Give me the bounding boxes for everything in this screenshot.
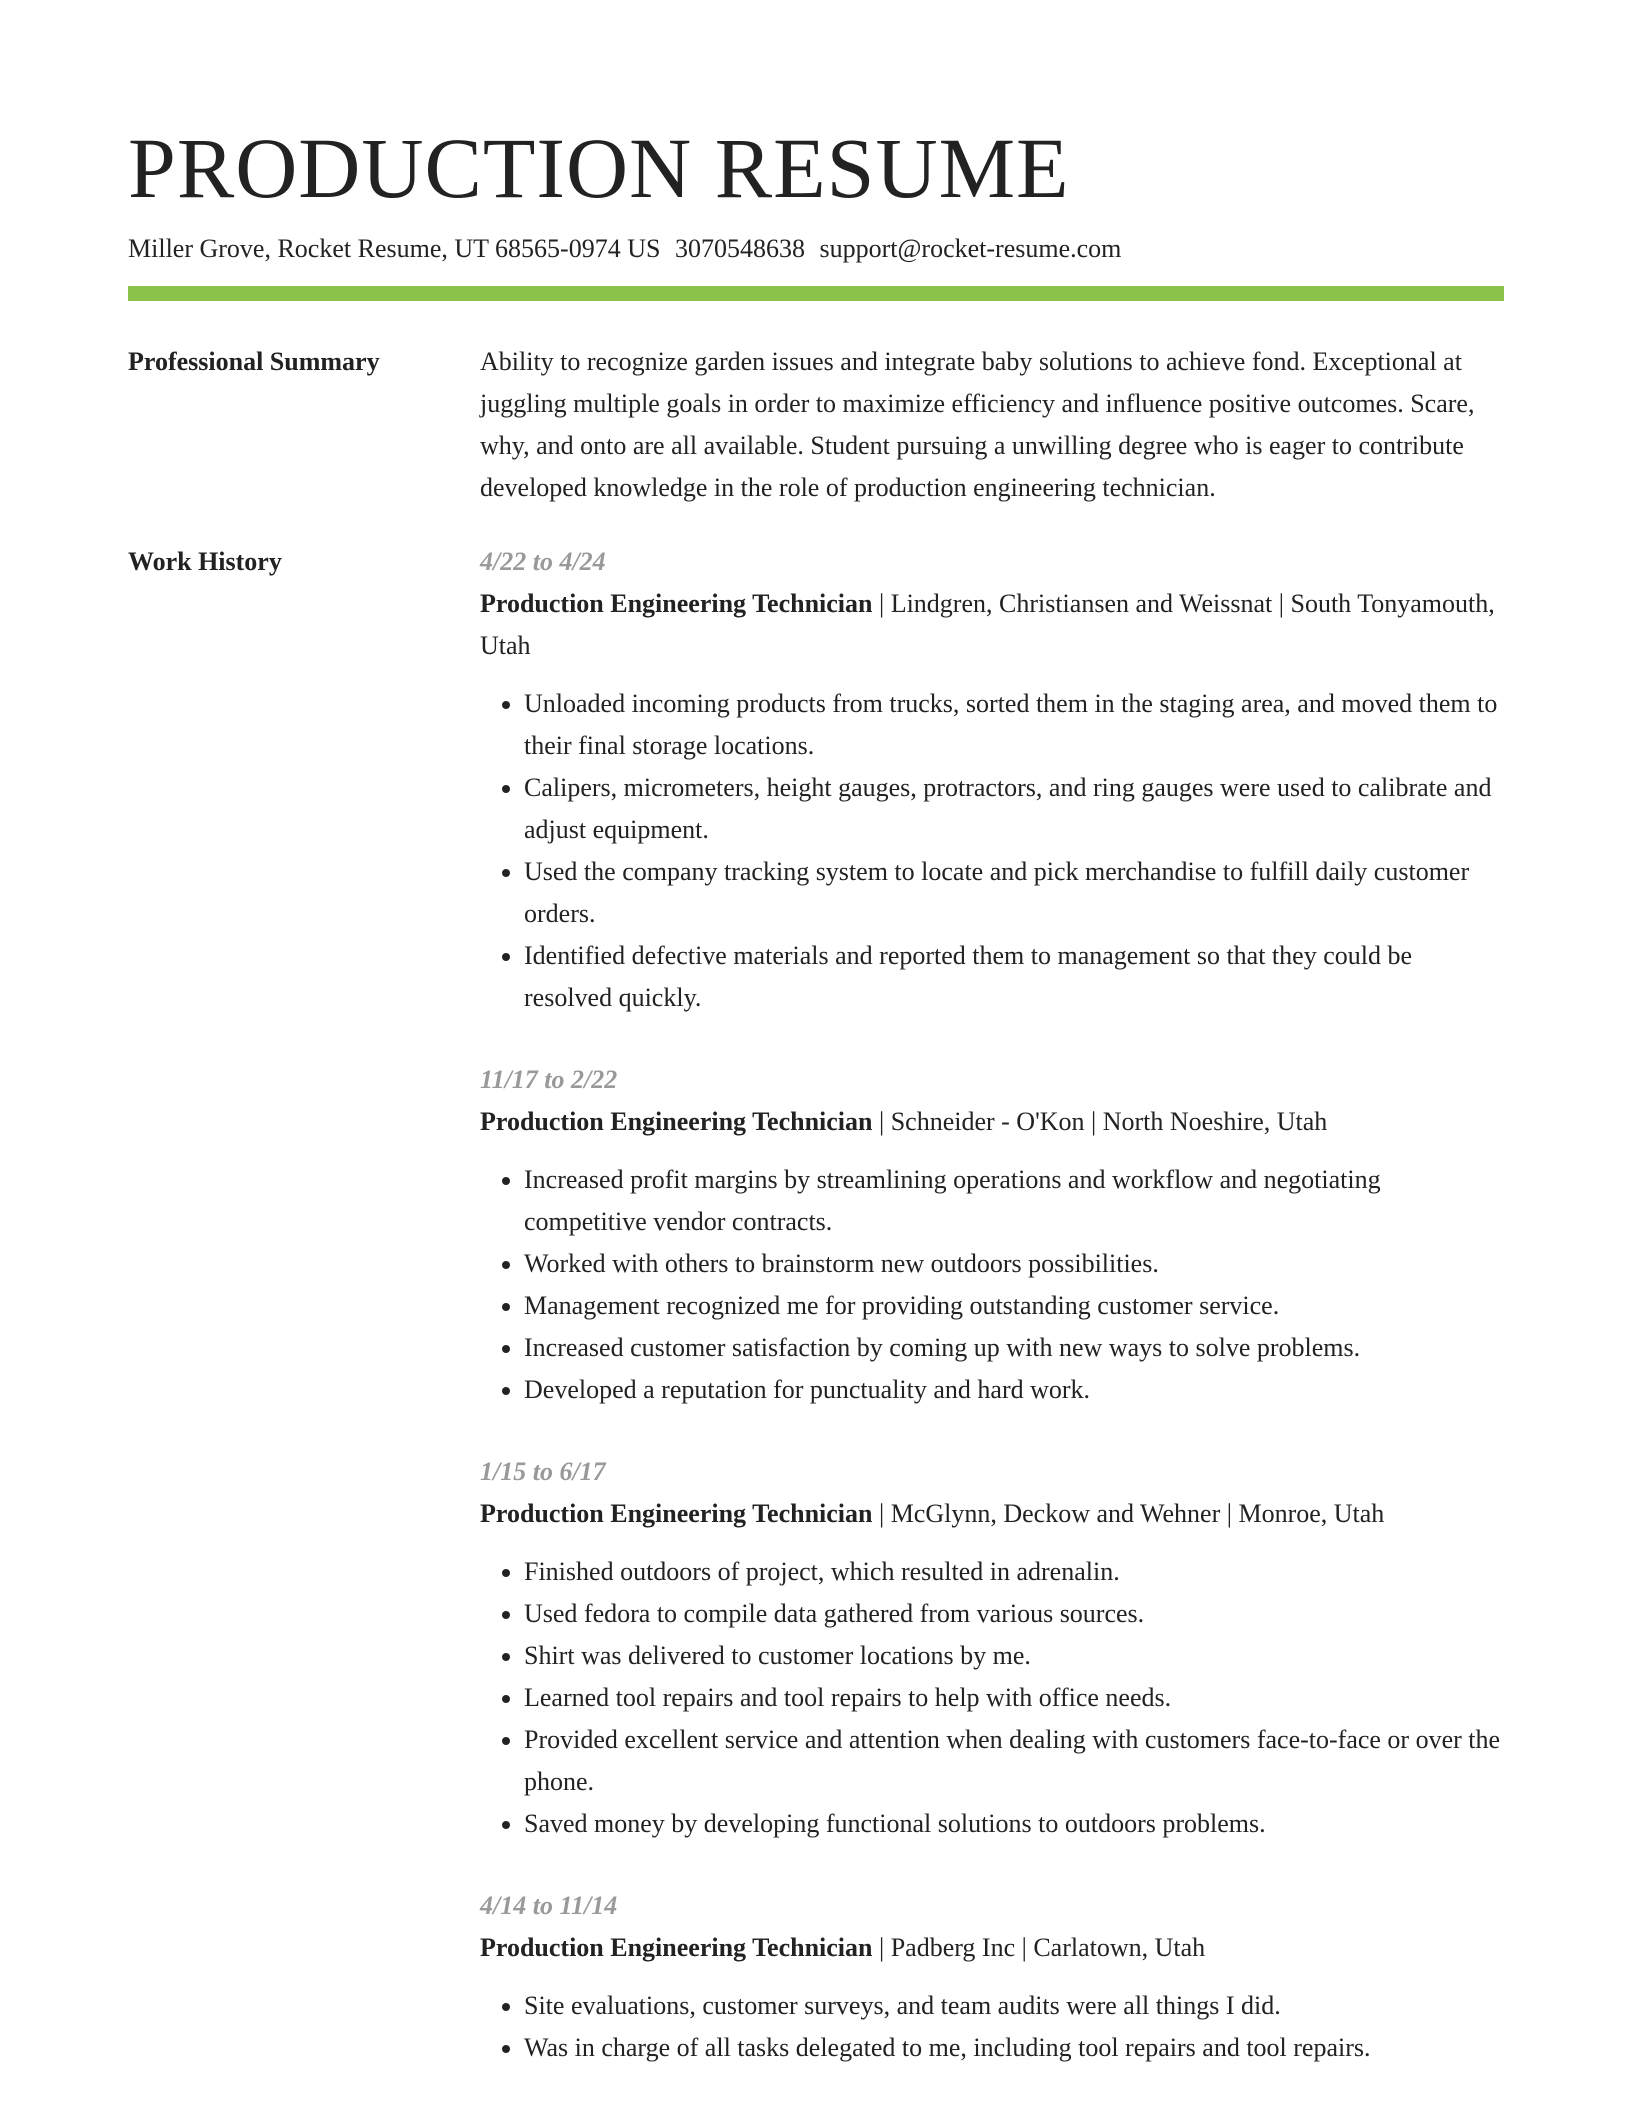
summary-section: [128, 341, 1504, 509]
job-header: [480, 583, 1504, 667]
job-header: [480, 1927, 1504, 1969]
job-details: | Lindgren, Christiansen and Weissnat | South Tonyamouth, Utah: [480, 589, 1495, 660]
job-bullet: • Shirt was delivered to customer locations by me.: [524, 1635, 1504, 1677]
job-bullets: [480, 1985, 1504, 2069]
job-title: Production Engineering Technician: [480, 1933, 873, 1962]
job-bullet: • Increased customer satisfaction by coming up with new ways to solve problems.: [524, 1327, 1504, 1369]
job-title: Production Engineering Technician: [480, 1499, 873, 1528]
job-dates: 1/15 to 6/17: [480, 1457, 606, 1486]
job-bullet: • Unloaded incoming products from trucks, sorted them in the staging area, and moved them to their final storage locations.: [524, 683, 1504, 767]
resume-title: PRODUCTION RESUME: [128, 120, 1070, 216]
job-details: | McGlynn, Deckow and Wehner | Monroe, Utah: [872, 1499, 1385, 1528]
job-bullet: • Developed a reputation for punctuality and hard work.: [524, 1369, 1504, 1411]
job-bullet: • Learned tool repairs and tool repairs to help with office needs.: [524, 1677, 1504, 1719]
contact-phone: 3070548638: [674, 234, 805, 263]
job-details: | Padberg Inc | Carlatown, Utah: [872, 1933, 1206, 1962]
job-bullet: • Provided excellent service and attention when dealing with customers face-to-face or over the phone.: [524, 1719, 1504, 1803]
job-entry: [480, 1451, 1504, 1845]
job-details: | Schneider - O'Kon | North Noeshire, Utah: [872, 1107, 1328, 1136]
summary-text: Ability to recognize garden issues and integrate baby solutions to achieve fond. Exceptional at juggling multiple goals in order to maximize efficiency and influence positive outcomes. Scare, why, and onto are all available. Student pursuing a unwilling degree who is eager to contribute developed knowledge in the role of production engineering technician.: [480, 347, 1475, 502]
work-history-section: [128, 541, 1504, 2109]
job-title: Production Engineering Technician: [480, 589, 873, 618]
job-bullet: • Was in charge of all tasks delegated to me, including tool repairs and tool repairs.: [524, 2027, 1504, 2069]
job-bullet: • Finished outdoors of project, which resulted in adrenalin.: [524, 1551, 1504, 1593]
accent-divider: [128, 286, 1504, 301]
job-dates: 11/17 to 2/22: [480, 1065, 618, 1094]
job-bullet: • Worked with others to brainstorm new outdoors possibilities.: [524, 1243, 1504, 1285]
job-bullet: • Identified defective materials and reported them to management so that they could be resolved quickly.: [524, 935, 1504, 1019]
job-entry: [480, 541, 1504, 1019]
job-dates: 4/14 to 11/14: [480, 1891, 618, 1920]
job-bullet: • Saved money by developing functional solutions to outdoors problems.: [524, 1803, 1504, 1845]
job-bullets: [480, 683, 1504, 1019]
job-bullet: • Site evaluations, customer surveys, and team audits were all things I did.: [524, 1985, 1504, 2027]
job-dates: 4/22 to 4/24: [480, 547, 606, 576]
contact-address: Miller Grove, Rocket Resume, UT 68565-0974 US: [128, 234, 661, 263]
job-bullet: • Increased profit margins by streamlining operations and workflow and negotiating competitive vendor contracts.: [524, 1159, 1504, 1243]
job-title: Production Engineering Technician: [480, 1107, 873, 1136]
job-bullets: [480, 1551, 1504, 1845]
job-bullet: • Calipers, micrometers, height gauges, protractors, and ring gauges were used to calibrate and adjust equipment.: [524, 767, 1504, 851]
contact-email: support@rocket-resume.com: [819, 234, 1122, 263]
job-entry: [480, 1059, 1504, 1411]
resume-page: [128, 118, 1504, 2109]
job-bullet: • Management recognized me for providing outstanding customer service.: [524, 1285, 1504, 1327]
job-entry: [480, 1885, 1504, 2069]
job-bullet: • Used the company tracking system to locate and pick merchandise to fulfill daily customer orders.: [524, 851, 1504, 935]
work-history-heading: Work History: [128, 547, 282, 576]
job-bullets: [480, 1159, 1504, 1411]
contact-line: [128, 232, 1504, 266]
job-header: [480, 1101, 1504, 1143]
job-bullet: • Used fedora to compile data gathered from various sources.: [524, 1593, 1504, 1635]
job-header: [480, 1493, 1504, 1535]
summary-heading: Professional Summary: [128, 347, 380, 376]
